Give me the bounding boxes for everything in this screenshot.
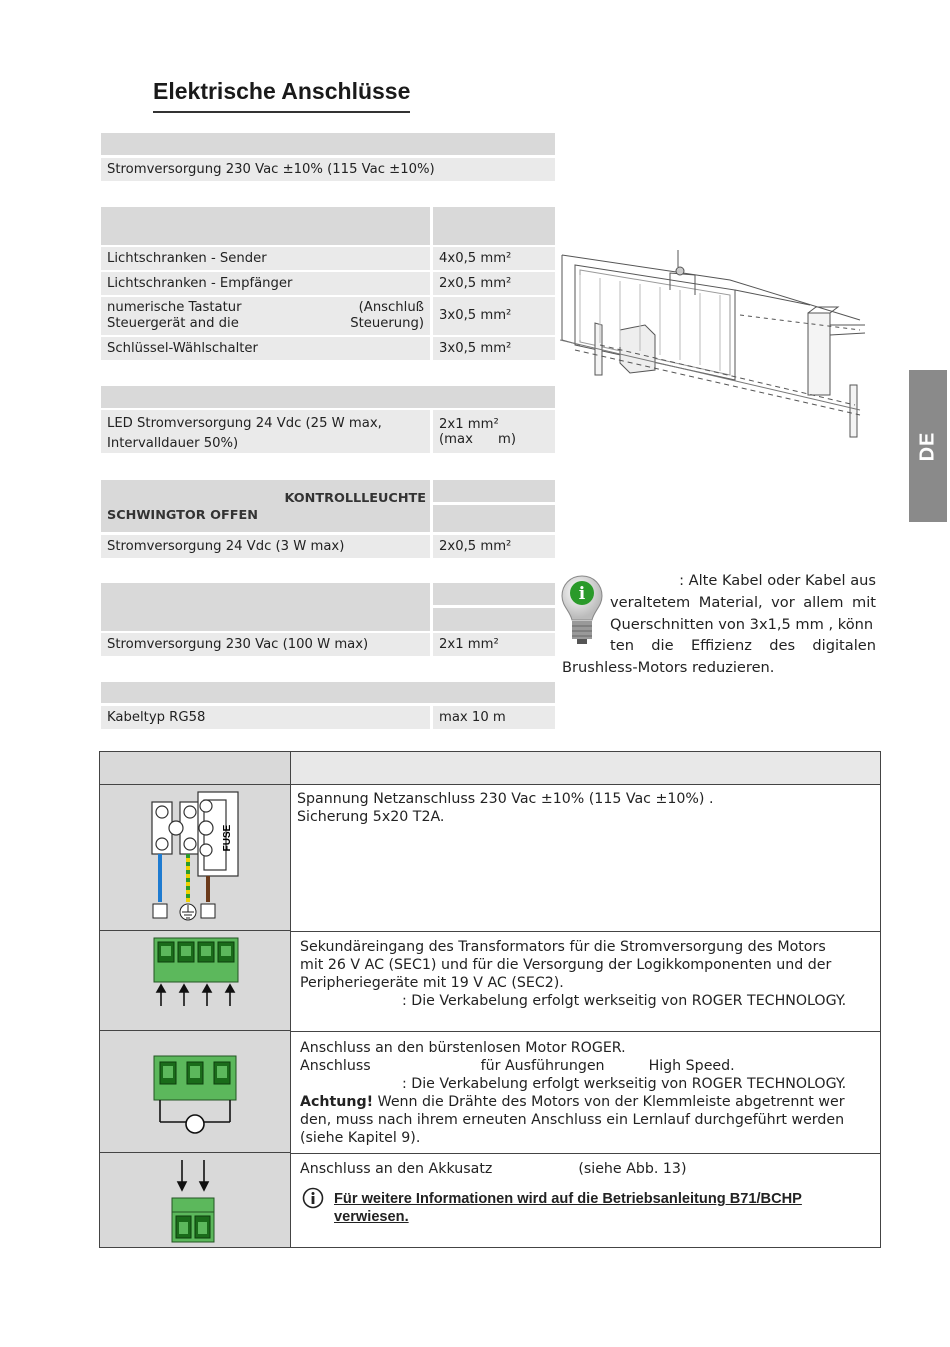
- battery-description: [300, 1160, 686, 1178]
- cable-row-text: (Anschluß: [358, 300, 424, 315]
- cable-row-text: Lichtschranken - Sender: [107, 250, 267, 266]
- led-value-line: (max m): [439, 432, 517, 447]
- language-tab-label: DE: [916, 431, 939, 461]
- lamp-head-line: SCHWINGTOR OFFEN: [107, 508, 258, 523]
- motor-terminal-icon: [152, 1054, 240, 1140]
- description-line: Sekundäreingang des Transformators für die Stromversorgung des Motors: [300, 939, 826, 955]
- transformer-description: [300, 938, 846, 1010]
- lamp-row-value: [433, 535, 555, 558]
- led-label-line: LED Stromversorgung 24 Vdc (25 W max,: [107, 416, 382, 431]
- cable-row-value-text: 2x0,5 mm²: [439, 275, 512, 291]
- cable-header-bar: [101, 207, 430, 245]
- terminal-table: [99, 751, 881, 1248]
- led-value-line: 2x1 mm²: [439, 417, 499, 432]
- antenna-row-value: [433, 706, 555, 729]
- led-row-value: [433, 410, 555, 453]
- fuse-label: FUSE: [222, 824, 233, 852]
- flash-header-bar-right: [433, 583, 555, 605]
- mains-description: [297, 790, 713, 826]
- description-line: : Die Verkabelung erfolgt werkseitig von ROGER TECHNOLOGY.: [402, 1076, 847, 1092]
- description-line: Spannung Netzanschluss 230 Vac ±10% (115 Vac ±10%) .: [297, 791, 714, 807]
- description-fragment: Wenn die Drähte des Motors von der Klemmleiste abgetrennt wer: [373, 1094, 845, 1110]
- flash-row-value: [433, 633, 555, 656]
- cable-row-text: numerische Tastatur: [107, 300, 242, 315]
- battery-terminal-icon: [168, 1158, 220, 1244]
- note-line: : Alte Kabel oder Kabel aus: [679, 572, 876, 589]
- flash-value: 2x1 mm²: [439, 636, 499, 652]
- flash-header-bar-right: [433, 608, 555, 631]
- antenna-header-bar: [101, 682, 555, 703]
- power-header-bar: [101, 133, 555, 155]
- description-line: Sicherung 5x20 T2A.: [297, 809, 445, 825]
- description-line: Anschluss an den bürstenlosen Motor ROGER.: [300, 1040, 626, 1056]
- lamp-value: 2x0,5 mm²: [439, 538, 512, 554]
- description-line: : Die Verkabelung erfolgt werkseitig von ROGER TECHNOLOGY.: [402, 993, 847, 1009]
- page-title: Elektrische Anschlüsse: [153, 78, 410, 113]
- lamp-header-bar-right: [433, 480, 555, 502]
- cable-row-text: Steuerung): [350, 316, 424, 331]
- cable-row-text: Lichtschranken - Empfänger: [107, 275, 293, 291]
- transformer-terminal-icon: [152, 936, 240, 1008]
- antenna-value: max 10 m: [439, 709, 506, 725]
- description-line: den, muss nach ihrem erneuten Anschluss ein Lernlauf durchgeführt werden: [300, 1112, 845, 1128]
- note-line: Querschnitten von 3x1,5 mm , könn: [610, 615, 874, 633]
- lamp-header-bar-right: [433, 505, 555, 532]
- warning-label: Achtung!: [300, 1094, 374, 1110]
- description-line: mit 26 V AC (SEC1) und für die Versorgung der Logikkomponenten und der: [300, 957, 832, 973]
- cable-row-value: [433, 297, 555, 335]
- power-row-label: Stromversorgung 230 Vac ±10% (115 Vac ±10%): [107, 161, 435, 177]
- terminal-header-left: [100, 752, 291, 785]
- terminal-row-divider: [291, 931, 880, 932]
- led-row-label: [101, 410, 430, 453]
- mains-terminal-fuse-icon: [150, 790, 242, 926]
- cable-row-text: Steuergerät and die: [107, 316, 239, 331]
- led-label-line: Intervalldauer 50%): [107, 436, 239, 451]
- language-tab[interactable]: [909, 370, 947, 522]
- cable-row-value-text: 3x0,5 mm²: [439, 340, 512, 356]
- cable-row-label: [101, 272, 430, 295]
- lamp-head-line: KONTROLLLEUCHTE: [284, 491, 426, 506]
- cable-row-value: [433, 337, 555, 360]
- cable-row-value-text: 4x0,5 mm²: [439, 250, 512, 266]
- lamp-header-bar: [101, 480, 430, 532]
- note-line: veraltetem Material, vor allem mit: [610, 593, 876, 611]
- note-line: Brushless-Motors reduzieren.: [562, 659, 775, 677]
- cable-note: [562, 570, 876, 679]
- terminal-header-right: [291, 752, 880, 785]
- flash-row-label: [101, 633, 430, 656]
- description-line: (siehe Kapitel 9).: [300, 1130, 421, 1146]
- antenna-row-label: [101, 706, 430, 729]
- cable-row-label: [101, 297, 430, 335]
- terminal-row-divider: [291, 1031, 880, 1032]
- description-fragment: (siehe Abb. 13): [578, 1161, 687, 1177]
- cable-row-label: [101, 337, 430, 360]
- flash-header-bar: [101, 583, 430, 631]
- terminal-row-divider: [291, 1153, 880, 1154]
- cable-row-text: Schlüssel-Wählschalter: [107, 340, 258, 356]
- cable-row-label: [101, 247, 430, 270]
- manual-reference: Für weitere Informationen wird auf die Betriebsanleitung B71/BCHP verwiesen.: [334, 1191, 802, 1225]
- description-fragment: High Speed.: [648, 1058, 735, 1074]
- description-fragment: Anschluss: [300, 1058, 371, 1074]
- flash-label: Stromversorgung 230 Vac (100 W max): [107, 636, 369, 652]
- description-fragment: für Ausführungen: [480, 1058, 605, 1074]
- antenna-label: Kabeltyp RG58: [107, 709, 206, 725]
- lamp-label: Stromversorgung 24 Vdc (3 W max): [107, 538, 345, 554]
- led-header-bar: [101, 386, 555, 408]
- power-row: [101, 158, 555, 181]
- cable-header-bar-right: [433, 207, 555, 245]
- cable-row-value: [433, 272, 555, 295]
- cable-row-value-text: 3x0,5 mm²: [439, 308, 512, 323]
- info-icon: [302, 1187, 324, 1209]
- gate-installation-illustration: [560, 245, 870, 445]
- description-fragment: Anschluss an den Akkusatz: [300, 1161, 493, 1177]
- lamp-row-label: [101, 535, 430, 558]
- cable-row-value: [433, 247, 555, 270]
- motor-description: [300, 1039, 846, 1147]
- description-line: Peripheriegeräte mit 19 V AC (SEC2).: [300, 975, 564, 991]
- note-line: ten die Effizienz des digitalen: [610, 637, 876, 655]
- svg-text:i: i: [578, 584, 586, 604]
